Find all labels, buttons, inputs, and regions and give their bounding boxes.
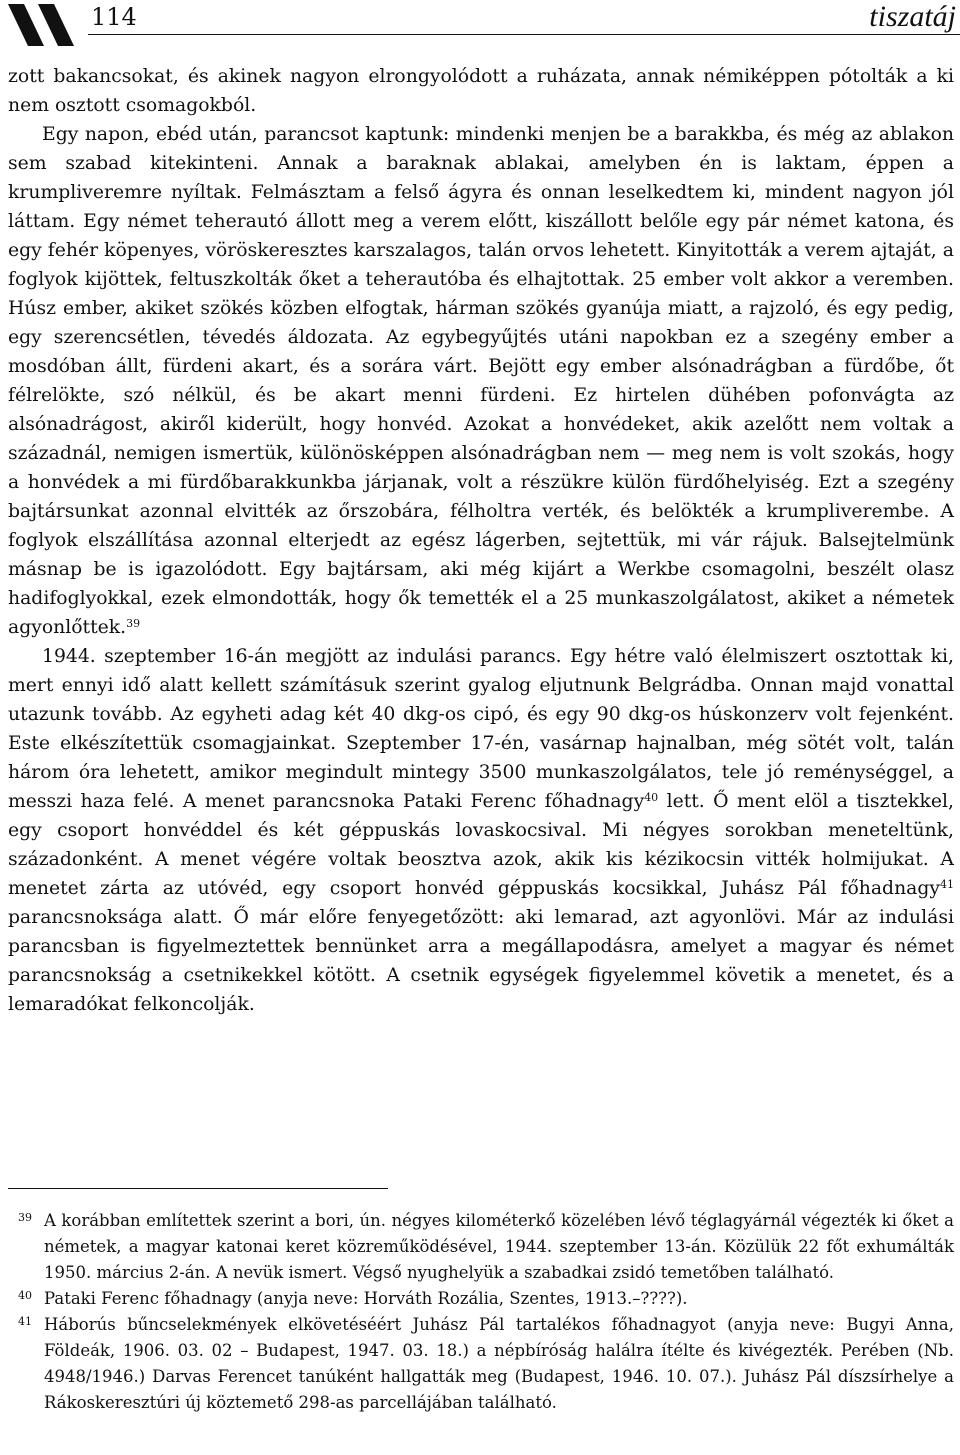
footnote-text: Pataki Ferenc főhadnagy (anyja neve: Horváth Rozália, Szentes, 1913.–????). [44, 1289, 688, 1308]
paragraph [8, 642, 954, 1019]
page-number: 114 [91, 3, 137, 31]
paragraph-text: parancsnoksága alatt. Ő már előre fenyegetőzött: aki lemarad, azt agyonlövi. Már az indulási parancsban is figyelmeztettek bennünket arra a megállapodásra, amelyet a magyar és német parancsnokság a csetnikekkel kötött. A csetnik egységek figyelemmel követik a menetet, és a lemaradókat felkoncolják. [8, 907, 954, 1015]
footnote [8, 1312, 954, 1416]
footnote [8, 1286, 954, 1312]
page-header [0, 0, 960, 50]
footnote-separator [8, 1188, 388, 1189]
paragraph: zott bakancsokat, és akinek nagyon elrongyolódott a ruházata, annak némiképpen pótolták a ki nem osztott csomagokból. [8, 66, 954, 116]
journal-name: tiszatáj [869, 0, 956, 33]
journal-logo-icon [8, 4, 80, 46]
footnote-number: 41 [18, 1315, 32, 1328]
footnote-ref[interactable]: 41 [940, 878, 954, 891]
paragraph-text: Egy napon, ebéd után, parancsot kaptunk: mindenki menjen be a barakkba, és még az ablakon sem szabad kitekinteni. Annak a baraknak ablakai, amelyben én is laktam, éppen a krumpliveremre nyíltak. Felmásztam a felső ágyra és onnan leselkedtem ki, mindent nagyon jól láttam. Egy német teherautó állott meg a verem előtt, kiszállott belőle egy pár német katona, és egy fehér köpenyes, vöröskeresztes karszalagos, talán orvos lehetett. Kinyitották a verem ajtaját, a foglyok kijöttek, feltuszkolták őket a teherautóba és elhajtottak. 25 ember volt akkor a veremben. Húsz ember, akiket szökés közben elfogtak, hárman szökés gyanúja miatt, a rajzoló, és egy pedig, egy szerencsétlen, tévedés áldozata. Az egybegyűjtés utáni napokban ez a szegény ember a mosdóban állt, fürdeni akart, és a sorára várt. Bejött egy ember alsónadrágban a fürdőbe, őt félrelökte, szó nélkül, és be akart menni fürdeni. Ez hirtelen dühében pofonvágta az alsónadrágost, akiről kiderült, hogy honvéd. Azokat a honvédeket, akik azelőtt nem voltak a századnál, nemigen ismertük, különösképpen alsónadrágban nem — meg nem is volt szokás, hogy a honvédek a mi fürdőbarakkunkba járjanak, volt a részükre külön fürdőhelyiség. Ezt a szegény bajtársunkat azonnal elvitték az őrszobára, félholtra verték, és belökték a krumpliverembe. A foglyok elszállítása azonnal elterjedt az egész lágerben, sejtettük, mi vár rájuk. Balsejtelmünk másnap be is igazolódott. Egy bajtársam, aki még kijárt a Werkbe csomagolni, beszélt olasz hadifoglyokkal, ezek elmondották, hogy ők temették el a 25 munkaszolgálatost, akiket a németek agyonlőttek. [8, 124, 954, 638]
footnote-number: 40 [18, 1289, 32, 1302]
article-body [8, 62, 954, 1019]
paragraph-text: lett. Ő ment elöl a tisztekkel, egy csoport honvéddel és két géppuskás lovaskocsival. Mi négyes sorokban meneteltünk, századonként. A menet végére voltak beosztva azok, akik kis kézikocsin vitték holmijukat. A menetet zárta az utóvéd, egy csoport honvéd géppuskás kocsikkal, Juhász Pál főhadnagy [8, 791, 954, 899]
footnote [8, 1208, 954, 1286]
footnote-text: Háborús bűncselekmények elkövetéséért Juhász Pál tartalékos főhadnagyot (anyja neve: Bugyi Anna, Földeák, 1906. 03. 02 – Budapest, 1947. 03. 18.) a népbíróság halálra ítélte és kivégezték. Perében (Nb. 4948/1946.) Darvas Ferencet tanúként hallgatták meg (Budapest, 1946. 10. 07.). Juhász Pál díszsírhelye a Rákoskeresztúri új köztemető 298-as parcellájában található. [44, 1315, 954, 1412]
footnote-text: A korábban említettek szerint a bori, ún. négyes kilométerkő közelében lévő téglagyárnál végezték ki őket a németek, a magyar katonai keret közreműködésével, 1944. szeptember 13-án. Közülük 22 főt exhumálták 1950. március 2-án. A nevük ismert. Végső nyughelyük a szabadkai zsidó temetőben található. [44, 1211, 954, 1282]
paragraph [8, 120, 954, 642]
footnote-ref[interactable]: 39 [126, 617, 141, 630]
footnote-number: 39 [18, 1211, 32, 1224]
header-rule [88, 34, 960, 35]
paragraph-text: 1944. szeptember 16-án megjött az indulási parancs. Egy hétre való élelmiszert osztottak ki, mert ennyi idő alatt kellett számításuk szerint gyalog eljutnunk Belgrádba. Onnan majd vonattal utazunk tovább. Az egyheti adag két 40 dkg-os cipó, és egy 90 dkg-os húskonzerv volt fejenként. Este elkészítettük csomagjainkat. Szeptember 17-én, vasárnap hajnalban, még sötét volt, talán három óra lehetett, amikor megindult mintegy 3500 munkaszolgálatos, tele jó reménységgel, a messzi haza felé. A menet parancsnoka Pataki Ferenc főhadnagy [8, 646, 954, 812]
footnote-ref[interactable]: 40 [644, 791, 659, 804]
footnotes [8, 1208, 954, 1416]
